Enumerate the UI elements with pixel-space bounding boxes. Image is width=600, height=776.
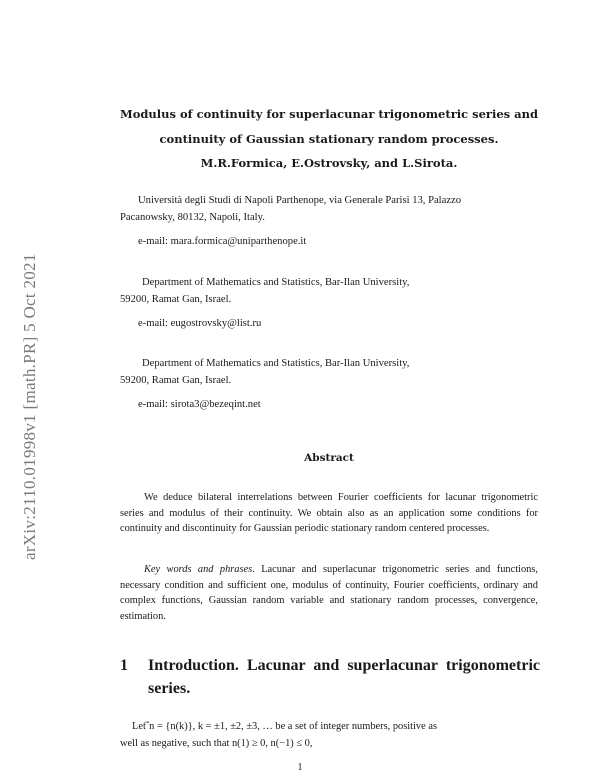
affiliation-1-email[interactable]: e-mail: mara.formica@uniparthenope.it xyxy=(138,236,307,247)
paper-title-line-1: Modulus of continuity for superlacunar trigonometric series and xyxy=(119,107,538,121)
keywords-text: Lacunar and superlacunar trigonometric series and functions, necessary condition and sufficient one, modulus of continuity, Fourier coefficients, ordinary and complex functions, Gaussian random variable and stationary random processes, convergence, estimation. xyxy=(120,564,539,622)
affiliation-2-line-1: Department of Mathematics and Statistics, Bar-Ilan University, xyxy=(142,277,410,288)
affiliation-1-line-2: Pacanowsky, 80132, Napoli, Italy. xyxy=(120,212,265,223)
intro-paragraph xyxy=(120,718,540,752)
affiliation-3-line-1: Department of Mathematics and Statistics, Bar-Ilan University, xyxy=(142,358,410,369)
abstract-heading: Abstract xyxy=(304,452,354,464)
keywords-paragraph xyxy=(120,562,538,624)
section-number: 1 xyxy=(120,657,128,674)
authors: M.R.Formica, E.Ostrovsky, and L.Sirota. xyxy=(200,156,458,170)
affiliation-3-email[interactable]: e-mail: sirota3@bezeqint.net xyxy=(138,399,261,410)
affiliation-1 xyxy=(120,192,540,250)
affiliation-3 xyxy=(120,355,540,413)
affiliation-2 xyxy=(120,274,540,332)
affiliation-1-line-1: Università degli Studi di Napoli Parthenope, via Generale Parisi 13, Palazzo xyxy=(138,195,462,206)
intro-line-2: well as negative, such that n(1) ≥ 0, n(−1) ≤ 0, xyxy=(120,738,313,749)
section-heading xyxy=(120,654,540,700)
keywords-label: Key words and phrases. xyxy=(144,564,255,575)
arxiv-identifier: arXiv:2110.01998v1 [math.PR] 5 Oct 2021 xyxy=(20,253,39,560)
affiliation-2-email[interactable]: e-mail: eugostrovsky@list.ru xyxy=(138,318,262,329)
affiliation-3-line-2: 59200, Ramat Gan, Israel. xyxy=(120,375,232,386)
affiliation-2-line-2: 59200, Ramat Gan, Israel. xyxy=(120,294,232,305)
page-number: 1 xyxy=(297,762,303,773)
paper-title-line-2: continuity of Gaussian stationary random processes. xyxy=(159,132,499,146)
abstract-text: We deduce bilateral interrelations between Fourier coefficients for lacunar trigonometric series and modulus of their continuity. We obtain also as an application some conditions for continuity and discontinuity for Gaussian periodic stationary random centered processes. xyxy=(120,492,538,534)
intro-line-1: Let ⃗n = {n(k)}, k = ±1, ±2, ±3, … be a set of integer numbers, positive as xyxy=(132,721,437,732)
section-title: Introduction. Lacunar and superlacunar trigonometric series. xyxy=(148,657,540,697)
